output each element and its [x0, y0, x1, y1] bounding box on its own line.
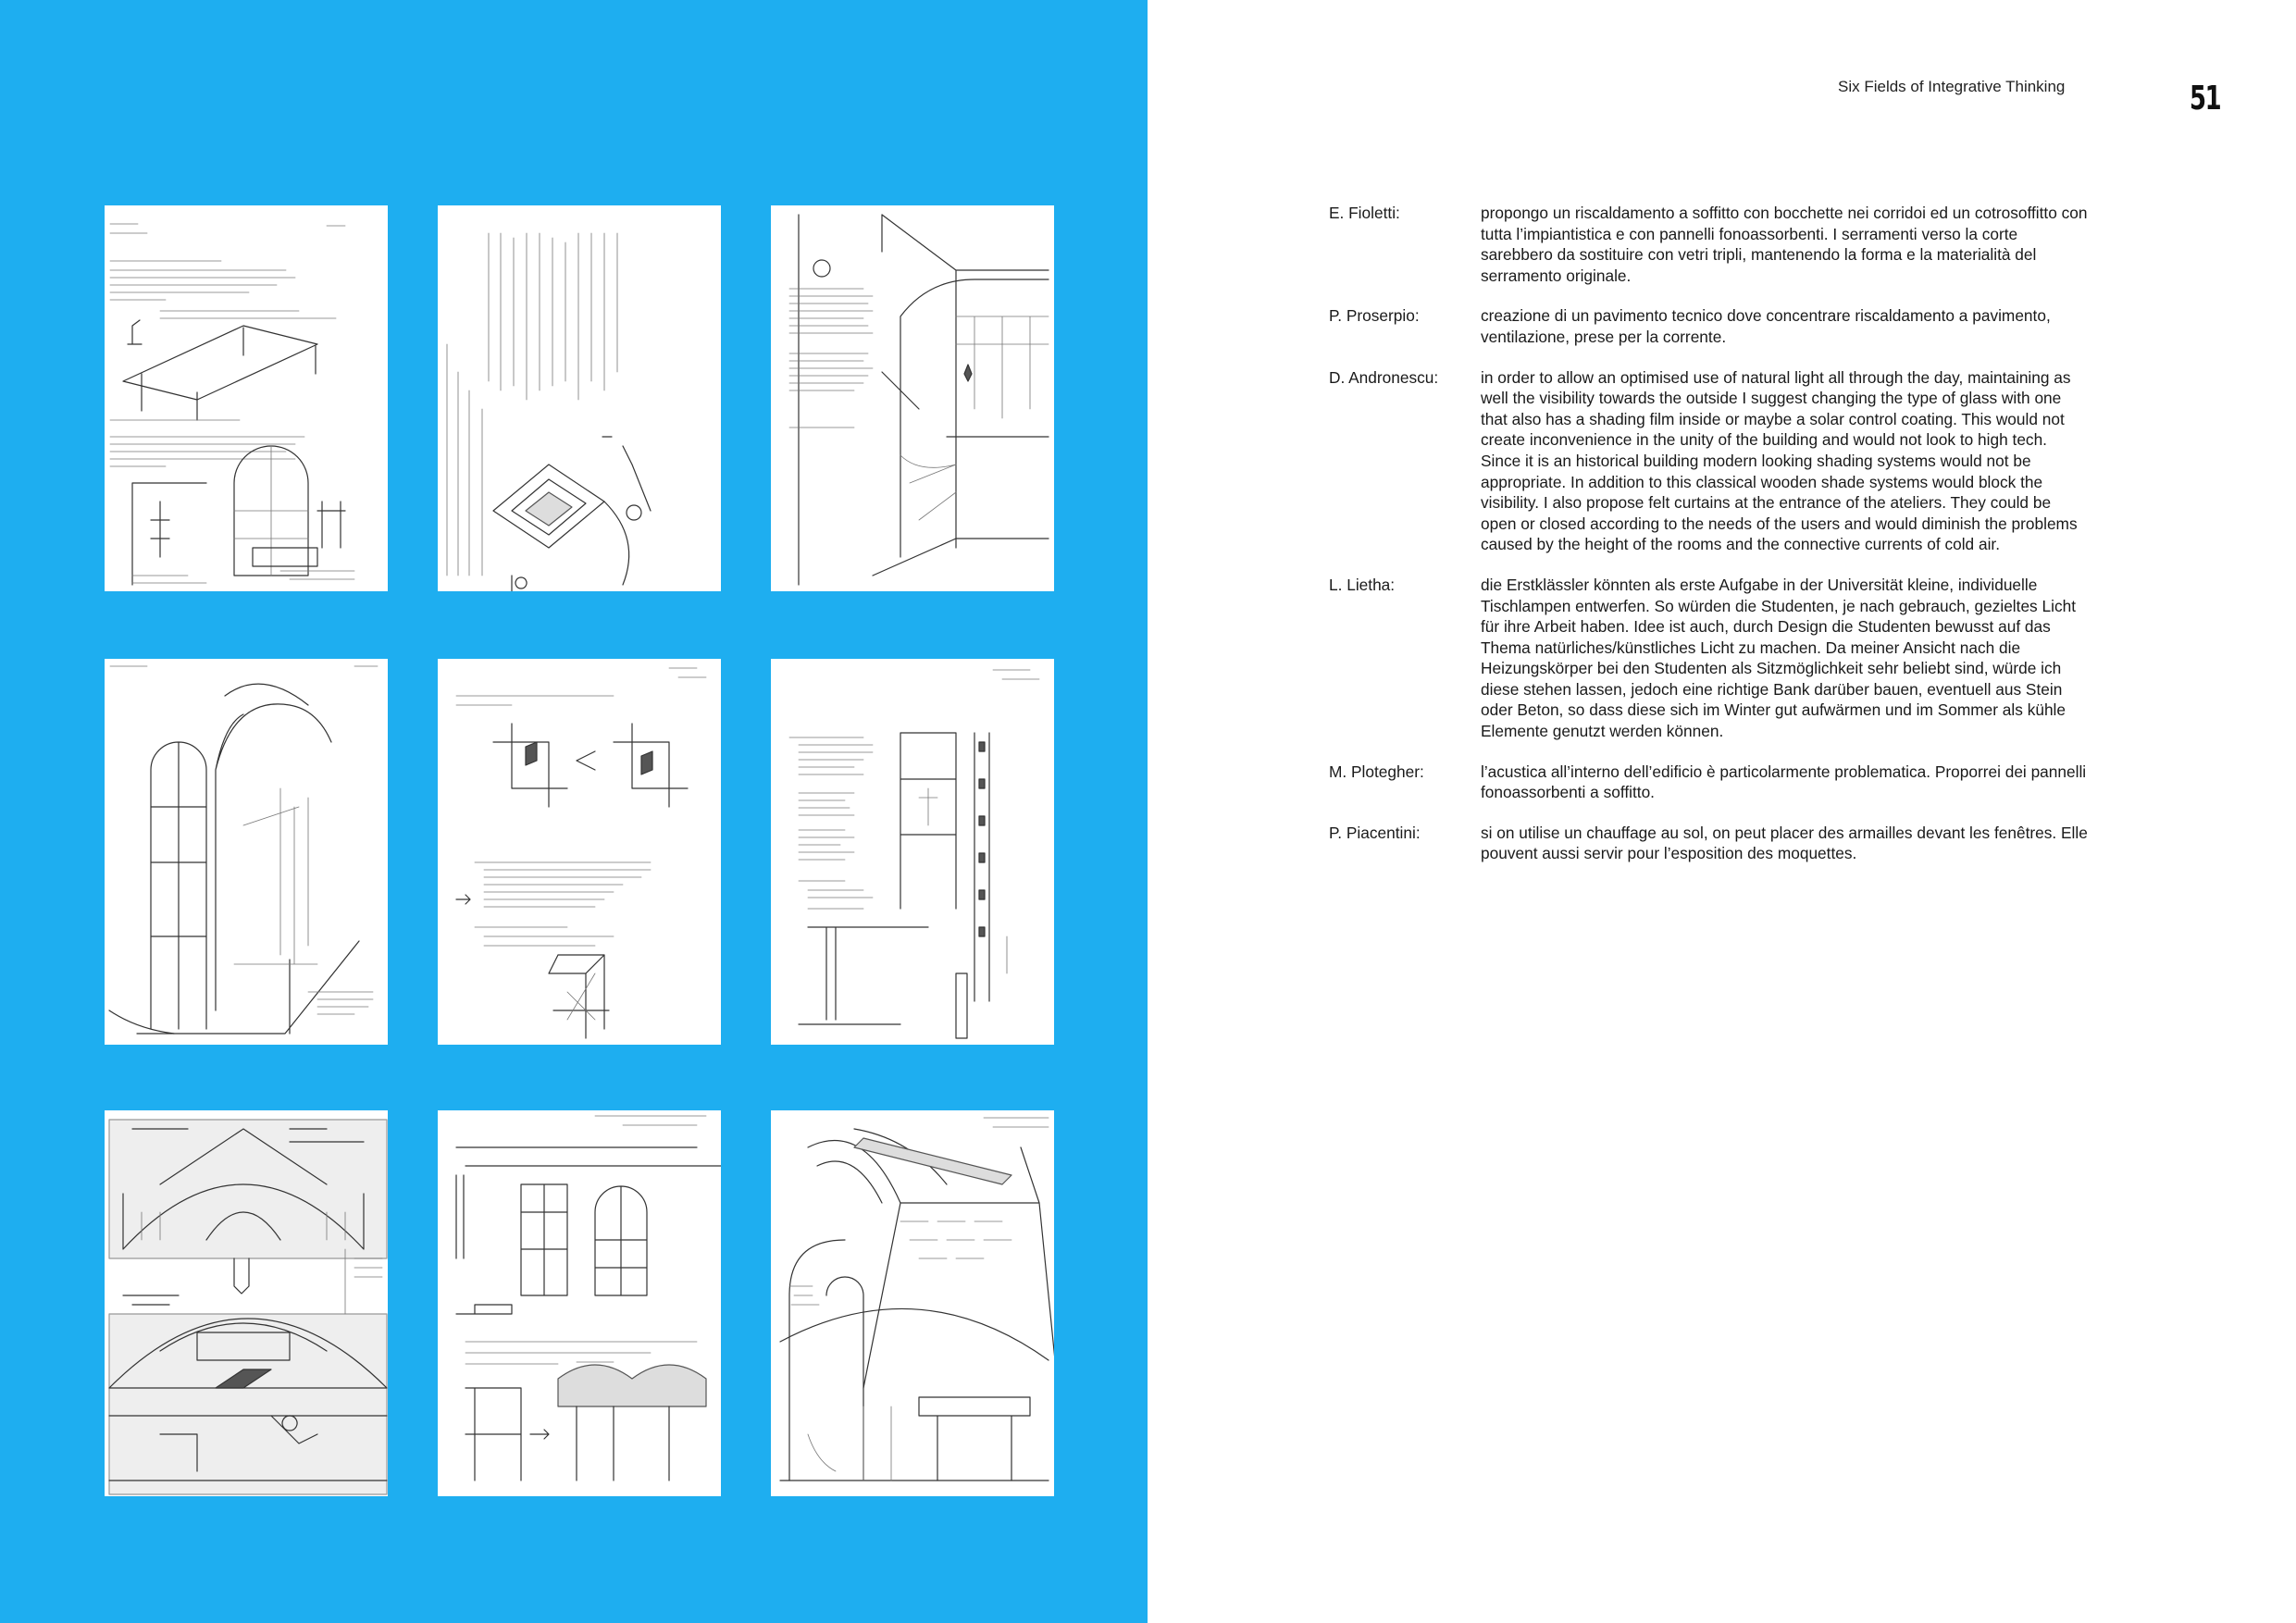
comment-author: M. Plotegher: — [1329, 762, 1424, 781]
sketch-axonometric — [438, 205, 721, 591]
sketch-ventilation-hall — [771, 1110, 1054, 1496]
comment-author: L. Lietha: — [1329, 575, 1396, 594]
comment-author: E. Fioletti: — [1329, 204, 1400, 222]
comment-text: creazione di un pavimento tecnico dove concentrare riscaldamento a pavimento, ventilazione, prese per la corrente. — [1481, 306, 2051, 346]
comment-entry — [1329, 762, 2090, 803]
comment-text: l’acustica all’interno dell’edificio è particolarmente problematica. Proporrei dei pannelli fonoassorbenti a soffitto. — [1481, 762, 2087, 802]
sketch-window-hall — [105, 659, 388, 1045]
sketch-lighting-vault-icon — [105, 1110, 388, 1496]
comment-text: in order to allow an optimised use of natural light all through the day, maintaining as well the visibility towards the outside I suggest changing the type of glass with one that also has a shading film inside or maybe a solar control coating. This would not create inconvenience in the unity of the building and would not look to high tech. Since it is an historical building modern looking shading systems would not be appropriate. In addition to this classical wooden shade systems would block the visibility. I also propose felt curtains at the entrance of the ateliers. They could be open or closed according to the needs of the users and would diminish the problems caused by the height of the rooms and the connective currents of cold air. — [1481, 367, 2078, 554]
comment-entry — [1329, 575, 2090, 742]
comment-author: P. Piacentini: — [1329, 823, 1421, 842]
sketch-shading-detail — [438, 659, 721, 1045]
comment-author: D. Andronescu: — [1329, 367, 1439, 387]
sketch-shading-detail-icon — [438, 659, 721, 1045]
comment-text: si on utilise un chauffage au sol, on peut placer des armailles devant les fenêtres. Elle pouvent aussi servir pour l’esposition des moquettes. — [1481, 823, 2088, 863]
comment-entry — [1329, 203, 2090, 286]
comment-author: P. Proserpio: — [1329, 306, 1420, 326]
comment-entry — [1329, 367, 2090, 555]
sketch-task-lamp — [105, 205, 388, 591]
page-number: 51 — [2190, 80, 2221, 118]
running-head: Six Fields of Integrative Thinking — [1838, 78, 2066, 95]
sketch-axonometric-icon — [438, 205, 721, 591]
sketch-facade-section-icon — [771, 659, 1054, 1045]
sketch-glazing-heating-icon — [438, 1110, 721, 1496]
sketch-glazing-heating — [438, 1110, 721, 1496]
sketch-lighting-vault — [105, 1110, 388, 1496]
comment-text: propongo un riscaldamento a soffitto con bocchette nei corridoi ed un cotrosoffitto con tutta l’impiantistica e con pannelli fonoassorbenti. I serramenti verso la corte sarebbero da sostituire con vetri tripli, mantenendo la forma e la materialità del serramento originale. — [1481, 204, 2088, 285]
sketch-corridor — [771, 205, 1054, 591]
comment-list — [1329, 203, 2090, 884]
sketch-corridor-icon — [771, 205, 1054, 591]
sketch-window-hall-icon — [105, 659, 388, 1045]
sketch-facade-section — [771, 659, 1054, 1045]
comment-entry — [1329, 823, 2090, 864]
comment-text: die Erstklässler könnten als erste Aufgabe in der Universität kleine, individuelle Tischlampen entwerfen. So würden die Studenten, je nach gebrauch, gezieltes Licht für ihre Arbeit haben. Idee ist auch, durch Design die Studenten bewusst auf das Thema natürliches/künstliches Licht zu machen. Da meiner Ansicht nach die Heizungskörper bei den Studenten als Sitzmöglichkeit sehr beliebt sind, würde ich diese stehen lassen, jedoch eine richtige Bank darüber bauen, eventuell aus Stein oder Beton, so dass diese sich im Winter gut aufwärmen und im Sommer als kühle Elemente genutzt werden können. — [1481, 575, 2077, 741]
sketch-task-lamp-icon — [105, 205, 388, 591]
sketch-ventilation-hall-icon — [771, 1110, 1054, 1496]
comment-entry — [1329, 305, 2090, 347]
